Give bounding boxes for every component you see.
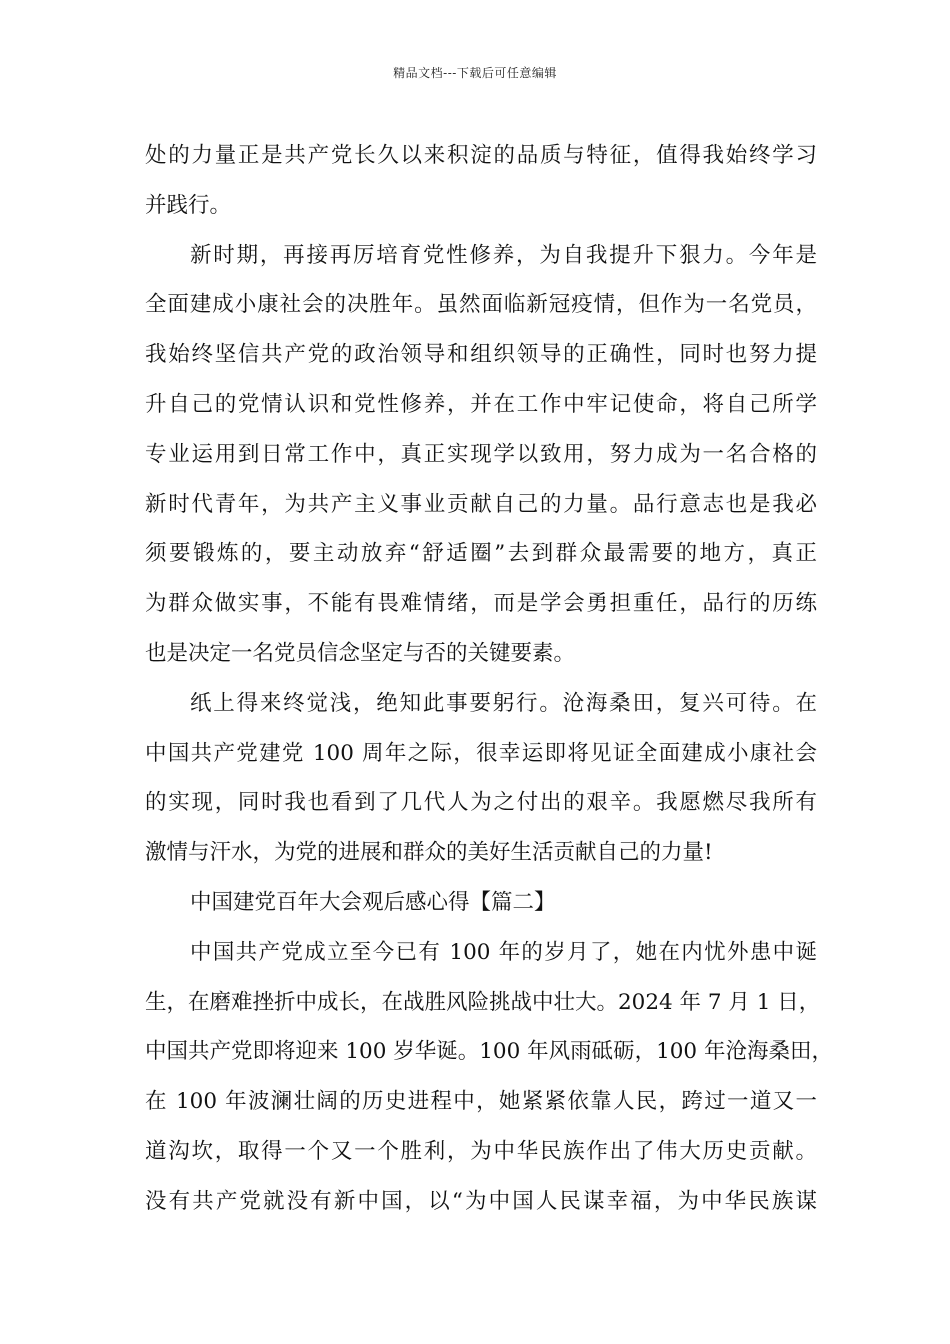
text-line: 中国建党百年大会观后感心得【篇二】 <box>190 889 556 915</box>
text-line: 中国共产党建党 100 周年之际，很幸运即将见证全面建成小康社会 <box>145 740 817 766</box>
text-line: 纸上得来终觉浅，绝知此事要躬行。沧海桑田，复兴可待。在 <box>190 690 817 716</box>
text-line: 没有共产党就没有新中国，以“为中国人民谋幸福，为中华民族谋 <box>145 1188 817 1214</box>
text-line: 全面建成小康社会的决胜年。虽然面临新冠疫情，但作为一名党员， <box>145 292 817 318</box>
text-line: 中国共产党成立至今已有 100 年的岁月了，她在内忧外患中诞 <box>190 939 817 965</box>
text-line: 生，在磨难挫折中成长，在战胜风险挑战中壮大。2024 年 7 月 1 日， <box>145 989 821 1015</box>
text-line: 我始终坚信共产党的政治领导和组织领导的正确性，同时也努力提 <box>145 342 817 368</box>
text-line: 的实现，同时我也看到了几代人为之付出的艰辛。我愿燃尽我所有 <box>145 790 817 816</box>
text-line: 须要锻炼的，要主动放弃“舒适圈”去到群众最需要的地方，真正 <box>145 541 817 567</box>
text-line: 在 100 年波澜壮阔的历史进程中，她紧紧依靠人民，跨过一道又一 <box>145 1089 817 1115</box>
document-body <box>145 131 833 1227</box>
text-line: 也是决定一名党员信念坚定与否的关键要素。 <box>145 640 576 666</box>
text-line: 新时代青年，为共产主义事业贡献自己的力量。品行意志也是我必 <box>145 491 817 517</box>
text-line: 道沟坎，取得一个又一个胜利，为中华民族作出了伟大历史贡献。 <box>145 1138 817 1164</box>
text-line: 并践行。 <box>145 192 232 218</box>
text-line: 激情与汗水，为党的进展和群众的美好生活贡献自己的力量! <box>145 840 713 866</box>
text-line: 升自己的党情认识和党性修养，并在工作中牢记使命，将自己所学 <box>145 391 817 417</box>
page-header: 精品文档---下载后可任意编辑 <box>393 66 557 80</box>
text-line: 中国共产党即将迎来 100 岁华诞。100 年风雨砥砺，100 年沧海桑田， <box>145 1039 833 1065</box>
text-line: 为群众做实事，不能有畏难情绪，而是学会勇担重任，品行的历练 <box>145 591 817 617</box>
text-line: 新时期，再接再厉培育党性修养，为自我提升下狠力。今年是 <box>190 242 817 268</box>
text-line: 处的力量正是共产党长久以来积淀的品质与特征，值得我始终学习 <box>145 143 817 168</box>
text-line: 专业运用到日常工作中，真正实现学以致用，努力成为一名合格的 <box>145 441 817 467</box>
